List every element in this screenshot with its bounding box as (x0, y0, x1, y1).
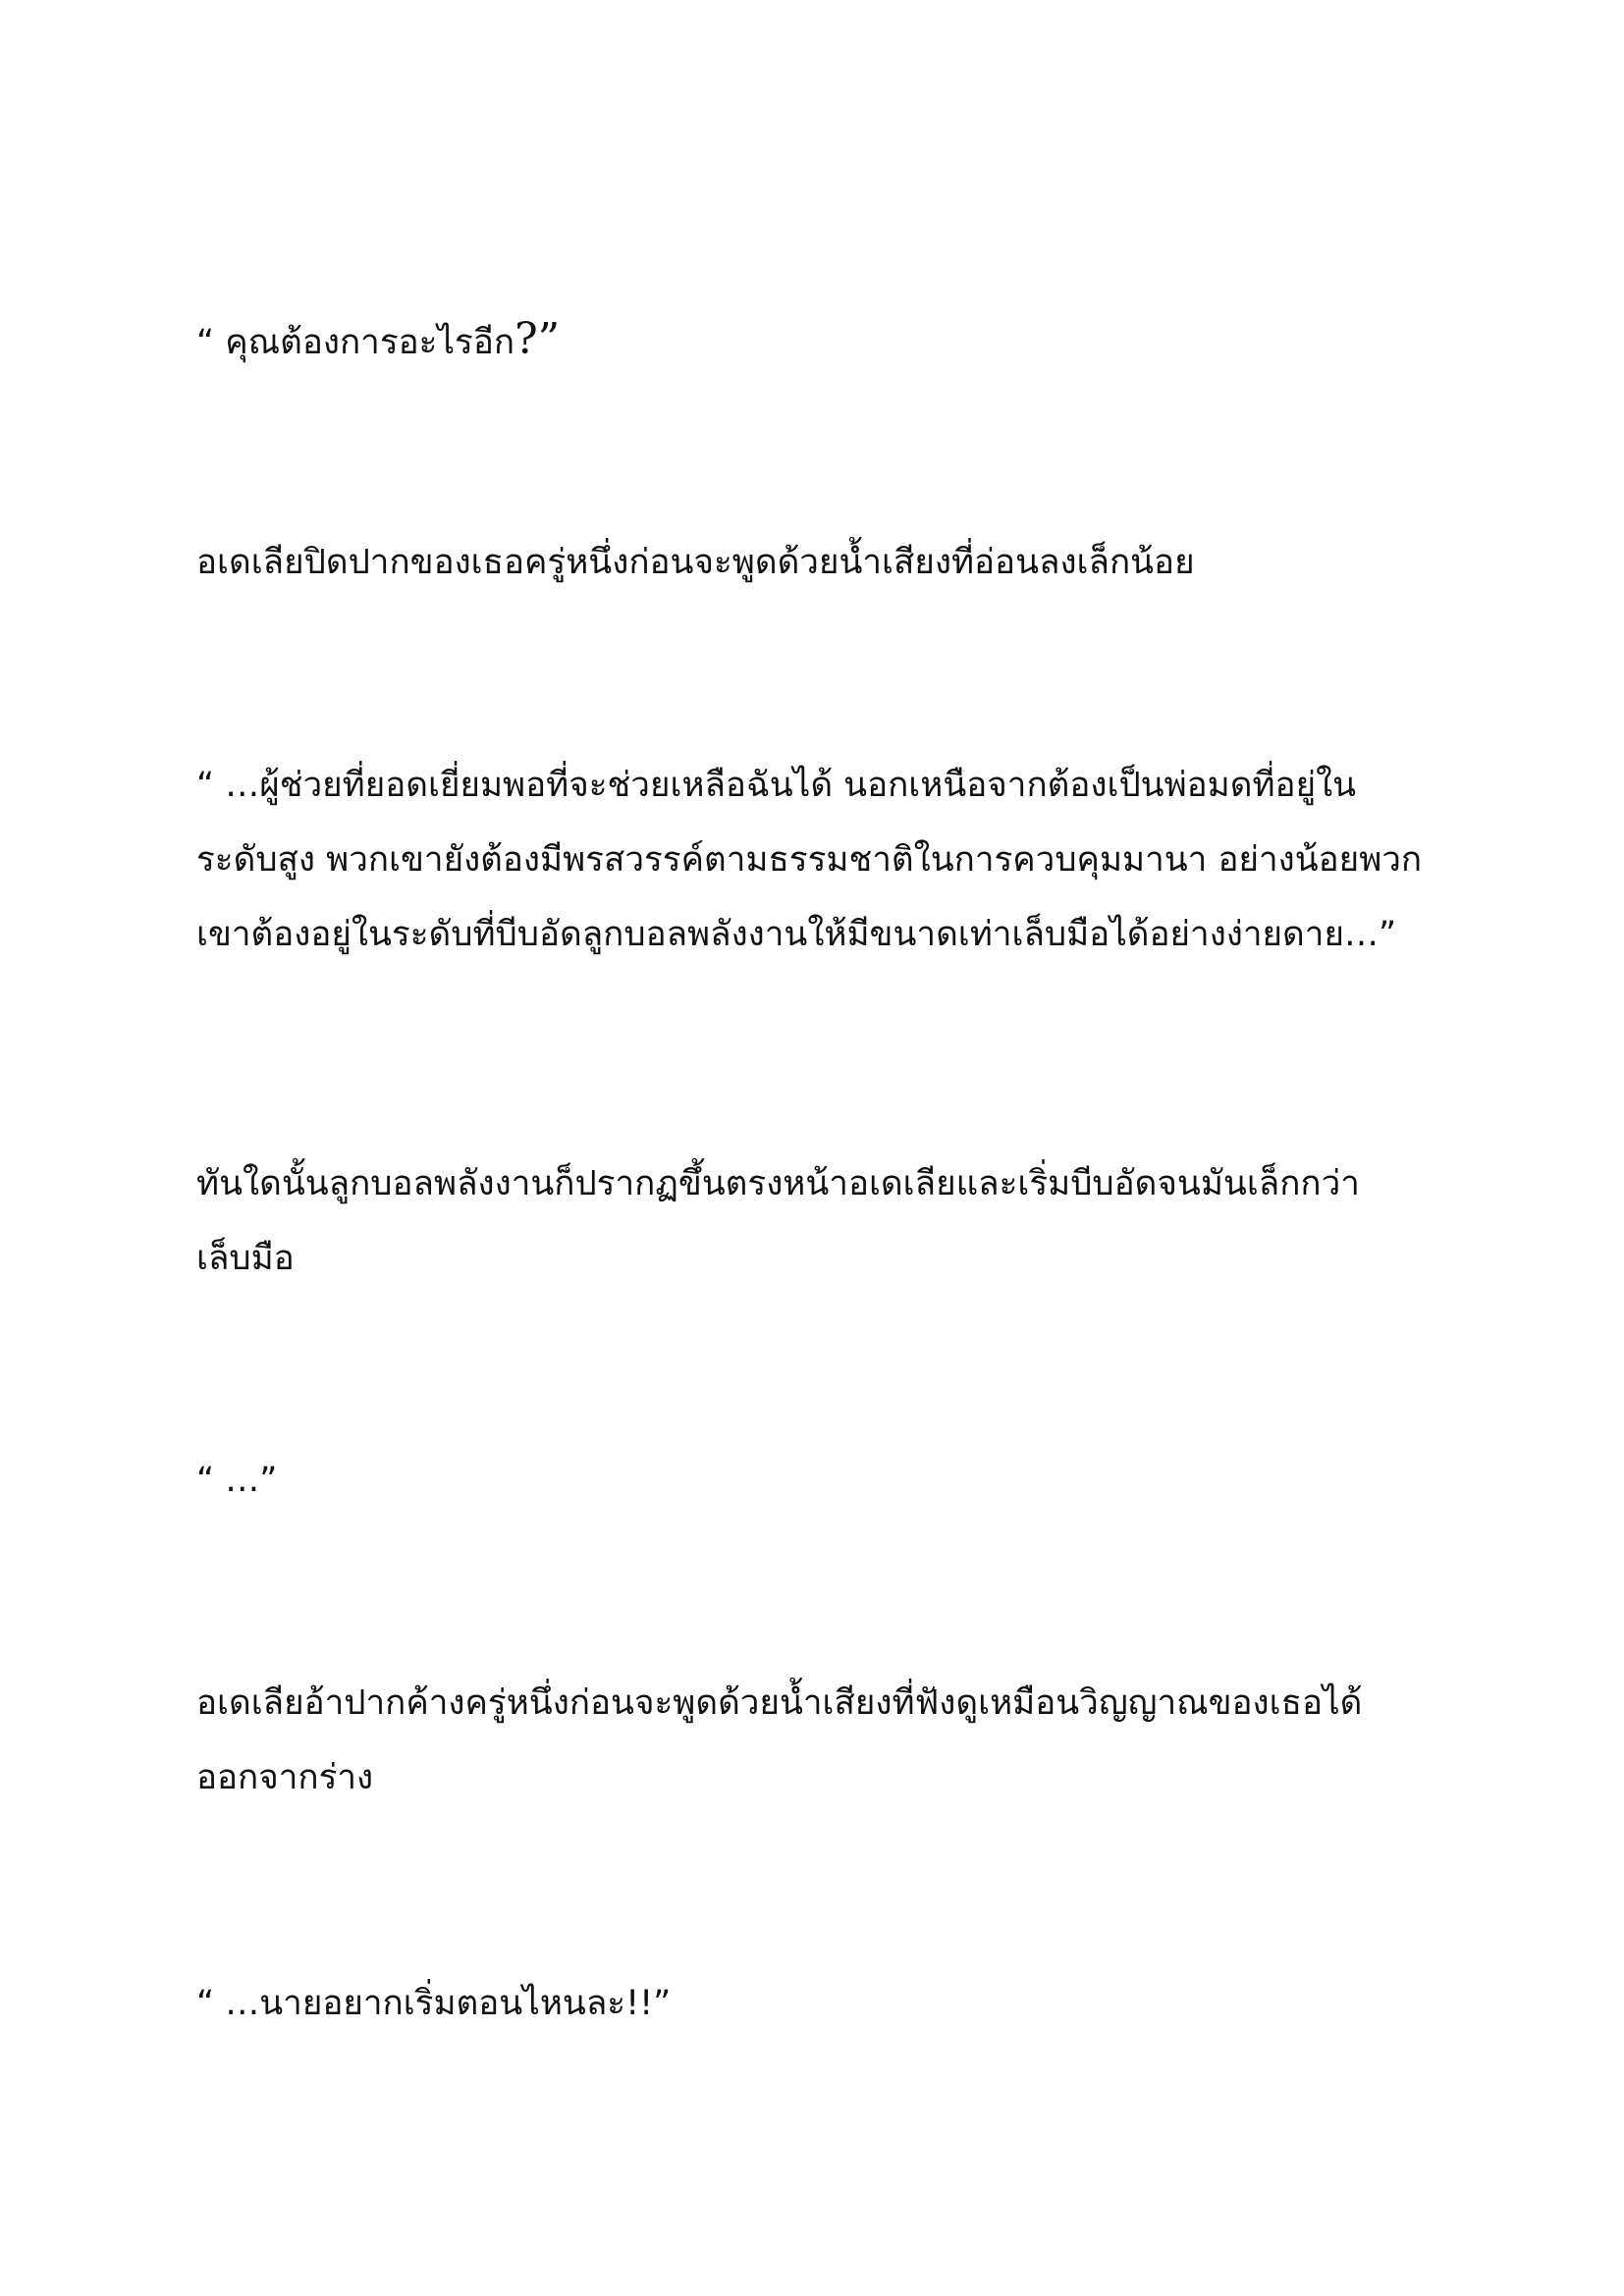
paragraph-line: เขาต้องอยู่ในระดับที่บีบอัดลูกบอลพลังงานให้มีขนาดเท่าเล็บมือได้อย่างง่ายดาย…” (196, 915, 1397, 954)
paragraph-line: “ …ผู้ช่วยที่ยอดเยี่ยมพอที่จะช่วยเหลือฉันได้ นอกเหนือจากต้องเป็นพ่อมดที่อยู่ใน (196, 766, 1357, 805)
dialogue-paragraph-3 (196, 1443, 1453, 1518)
dialogue-text: “ …นายอยากเริ่มตอนไหนละ!!” (196, 1984, 672, 2023)
narration-paragraph-3 (196, 1666, 1453, 1815)
paragraph-line: ระดับสูง พวกเขายังต้องมีพรสวรรค์ตามธรรมชาติในการควบคุมมานา อย่างน้อยพวก (196, 840, 1423, 880)
narration-text: อเดเลียปิดปากของเธอครู่หนึ่งก่อนจะพูดด้วยน้ำเสียงที่อ่อนลงเล็กน้อย (196, 543, 1195, 582)
dialogue-text: “ คุณต้องการอะไรอีก (196, 323, 515, 362)
paragraph-line: ออกจากร่าง (196, 1758, 374, 1797)
dialogue-text: “ …” (196, 1461, 278, 1500)
paragraph-line: อเดเลียอ้าปากค้างครู่หนึ่งก่อนจะพูดด้วยน้ำเสียงที่ฟังดูเหมือนวิญญาณของเธอได้ (196, 1683, 1363, 1723)
dialogue-closing-mark: ?” (514, 314, 561, 364)
dialogue-paragraph-4 (196, 1966, 1453, 2041)
paragraph-line: เล็บมือ (196, 1239, 295, 1278)
narration-paragraph-1 (196, 525, 1453, 600)
dialogue-paragraph-2 (196, 748, 1453, 972)
paragraph-line: ทันใดนั้นลูกบอลพลังงานก็ปรากฏขึ้นตรงหน้าอเดเลียและเริ่มบีบอัดจนมันเล็กกว่า (196, 1164, 1360, 1203)
narration-paragraph-2 (196, 1147, 1453, 1296)
dialogue-paragraph-1 (196, 302, 1453, 380)
